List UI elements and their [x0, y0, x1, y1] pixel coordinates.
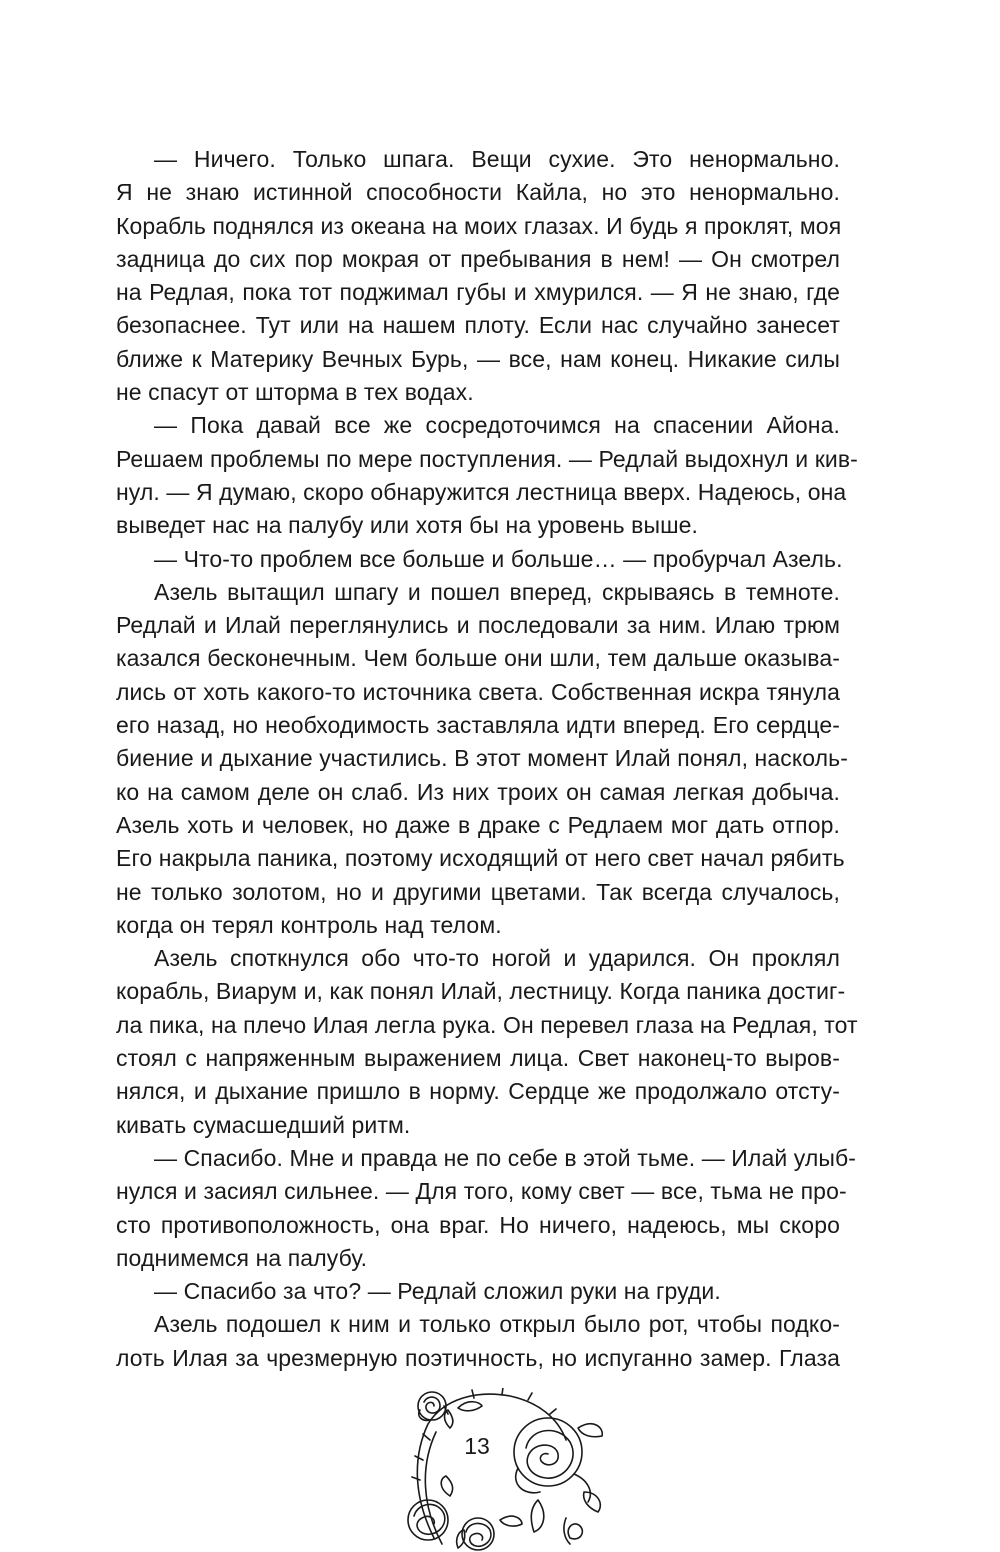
text-line: кивать сумасшедший ритм. [116, 1111, 411, 1138]
text-line: Его накрыла паника, поэтому исходящий от него свет начал рябить [116, 845, 845, 872]
text-line: — Спасибо. Мне и правда не по себе в этой тьме. — Илай улыб- [154, 1144, 857, 1171]
text-line: ко на самом деле он слаб. Из них троих он самая легкая добыча. [116, 778, 840, 805]
text-line: — Спасибо за что? — Редлай сложил руки на груди. [154, 1278, 721, 1305]
text-line: ближе к Материку Вечных Бурь, — все, нам конец. Никакие силы [116, 345, 840, 372]
text-line: биение и дыхание участились. В этот момент Илай понял, насколь- [116, 745, 849, 772]
body-text [116, 143, 858, 1375]
text-line: Азель вытащил шпагу и пошел вперед, скрываясь в темноте. [154, 578, 840, 605]
text-line: корабль, Виарум и, как понял Илай, лестницу. Когда паника достиг- [116, 978, 846, 1005]
text-line: Решаем проблемы по мере поступления. — Редлай выдохнул и кив- [116, 445, 858, 472]
text-line: — Что-то проблем все больше и больше… — пробурчал Азель. [154, 545, 843, 572]
text-line: Я не знаю истинной способности Кайла, но это ненормально. [116, 179, 840, 206]
text-line: Азель хоть и человек, но даже в драке с Редлаем мог дать отпор. [116, 811, 840, 838]
text-line: не спасут от шторма в тех водах. [116, 379, 474, 406]
text-line: когда он терял контроль над телом. [116, 911, 502, 938]
text-line: его назад, но необходимость заставляла идти вперед. Его сердце- [116, 712, 840, 739]
text-line: на Редлая, пока тот поджимал губы и хмурился. — Я не знаю, где [116, 279, 840, 306]
text-line: безопаснее. Тут или на нашем плоту. Если нас случайно занесет [116, 312, 840, 339]
text-line: казался бесконечным. Чем больше они шли, тем дальше оказыва- [116, 645, 840, 672]
text-line: задница до сих пор мокрая от пребывания в нем! — Он смотрел [116, 245, 840, 272]
text-line: поднимемся на палубу. [116, 1244, 368, 1271]
text-line: нул. — Я думаю, скоро обнаружится лестница вверх. Надеюсь, она [116, 478, 847, 505]
text-line: лоть Илая за чрезмерную поэтичность, но испуганно замер. Глаза [116, 1344, 840, 1371]
text-line: — Пока давай все же сосредоточимся на спасении Айона. [154, 412, 840, 439]
text-line: выведет нас на палубу или хотя бы на уровень выше. [116, 512, 699, 539]
text-line: сто противоположность, она враг. Но ничего, надеюсь, мы скоро [116, 1211, 840, 1238]
text-line: не только золотом, но и другими цветами. Так всегда случалось, [116, 878, 840, 905]
text-line: ла пика, на плечо Илая легла рука. Он перевел глаза на Редлая, тот [116, 1011, 858, 1038]
text-line: Корабль поднялся из океана на моих глазах. И будь я проклят, моя [116, 212, 842, 239]
text-line: лись от хоть какого-то источника света. Собственная искра тянула [116, 678, 840, 705]
text-line: нялся, и дыхание пришло в норму. Сердце же продолжало отсту- [116, 1078, 840, 1105]
page-number: 13 [464, 1433, 490, 1459]
text-line: нулся и засиял сильнее. — Для того, кому свет — все, тьма не про- [116, 1178, 847, 1205]
text-line: Редлай и Илай переглянулись и последовали за ним. Илаю трюм [116, 612, 840, 639]
rose-wreath-icon [398, 1388, 608, 1552]
text-line: — Ничего. Только шпага. Вещи сухие. Это ненормально. [154, 146, 840, 172]
text-line: Азель подошел к ним и только открыл было рот, чтобы подко- [154, 1311, 840, 1338]
text-line: Азель споткнулся обо что-то ногой и ударился. Он проклял [154, 945, 840, 972]
text-line: стоял с напряженным выражением лица. Свет наконец-то выров- [116, 1045, 840, 1072]
